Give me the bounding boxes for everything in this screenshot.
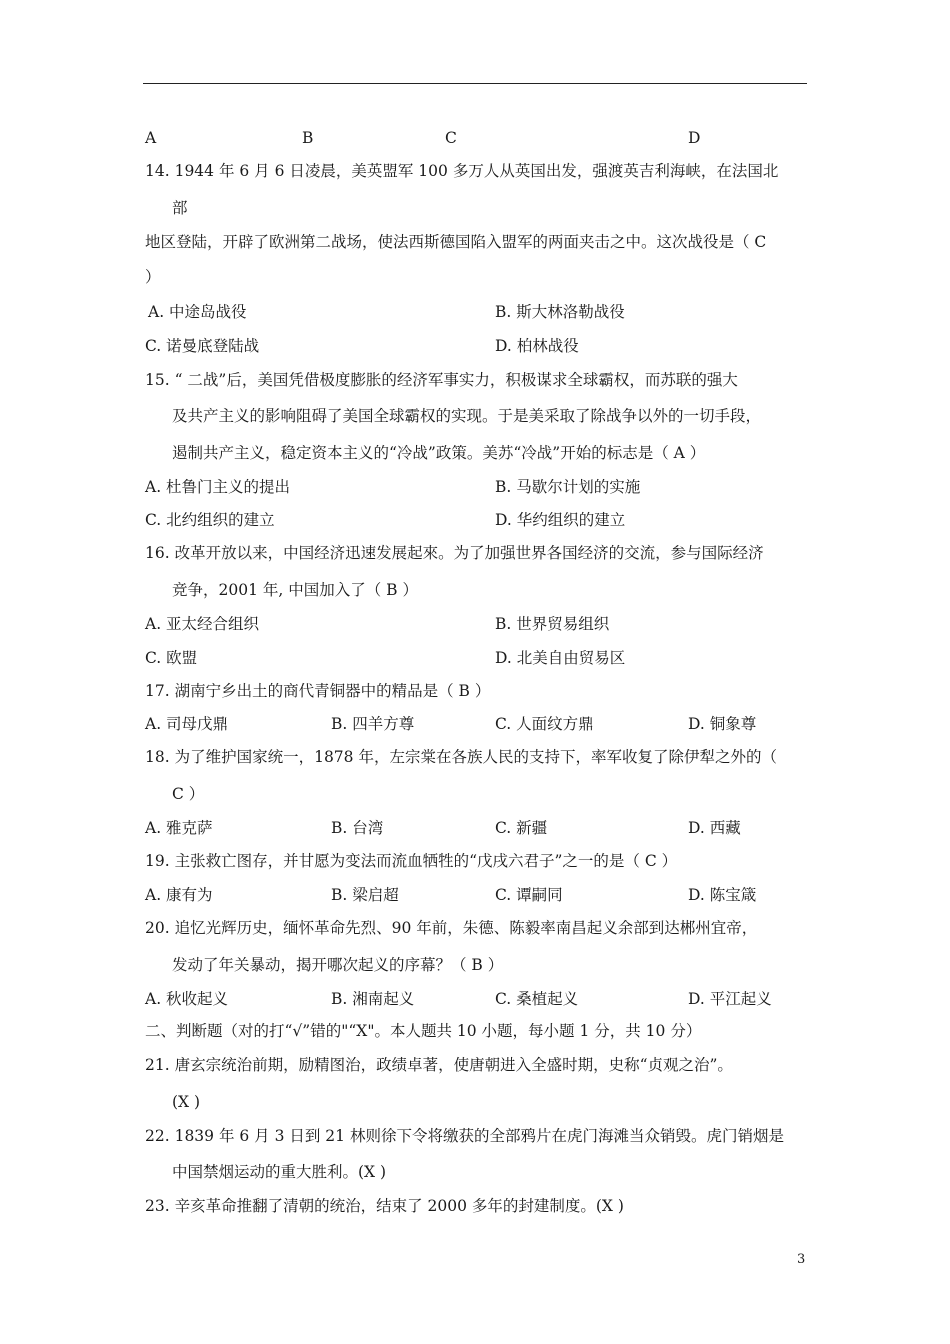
question-22-text: 中国禁烟运动的重大胜利。(X ) bbox=[172, 1163, 387, 1181]
question-19-option-a: A. 康有为 bbox=[145, 886, 213, 904]
question-15-text: 遏制共产主义，稳定资本主义的“冷战”政策。美苏“冷战”开始的标志是（ A ） bbox=[172, 444, 706, 462]
section-heading: 二、判断题（对的打“√”错的"“X"。本人题共 10 小题，每小题 1 分，共 10 分） bbox=[145, 1022, 702, 1040]
question-15-text: 及共产主义的影响阻碍了美国全球霸权的实现。于是美采取了除战争以外的一切手段， bbox=[172, 407, 762, 425]
page-number: 3 bbox=[797, 1252, 806, 1267]
question-14-option-a: A. 中途岛战役 bbox=[148, 303, 247, 321]
question-15-option-d: D. 华约组织的建立 bbox=[495, 511, 626, 529]
question-16-text: 竞争，2001 年, 中国加入了（ B ） bbox=[172, 581, 418, 599]
question-20-option-b: B. 湘南起义 bbox=[331, 990, 415, 1008]
question-15-option-b: B. 马歇尔计划的实施 bbox=[495, 478, 641, 496]
question-14-text: 部 bbox=[172, 199, 188, 217]
question-22-text: 22. 1839 年 6 月 3 日到 21 林则徐下令将缴获的全部鸦片在虎门海滩当众销毁。虎门销烟是 bbox=[145, 1127, 784, 1145]
question-14-text: 14. 1944 年 6 月 6 日凌晨，美英盟军 100 多万人从英国出发，强渡英吉利海峡，在法国北 bbox=[145, 162, 779, 180]
question-19-option-b: B. 梁启超 bbox=[331, 886, 399, 904]
question-16-option-c: C. 欧盟 bbox=[145, 649, 198, 667]
question-17-option-a: A. 司母戊鼎 bbox=[145, 715, 229, 733]
question-17-option-c: C. 人面纹方鼎 bbox=[495, 715, 594, 733]
question-16-text: 16. 改革开放以来，中国经济迅速发展起來。为了加强世界各国经济的交流，参与国际经济 bbox=[145, 544, 764, 562]
question-19-option-c: C. 谭嗣同 bbox=[495, 886, 563, 904]
question-18-option-b: B. 台湾 bbox=[331, 819, 384, 837]
question-14-text: ） bbox=[145, 268, 161, 286]
question-17-option-d: D. 铜象尊 bbox=[688, 715, 757, 733]
question-21-answer: (X ) bbox=[172, 1093, 201, 1111]
option-c: C bbox=[445, 129, 457, 147]
question-18-text: 18. 为了维护国家统一，1878 年，左宗棠在各族人民的支持下，率军收复了除伊犁之外的（ bbox=[145, 748, 777, 766]
question-16-option-d: D. 北美自由贸易区 bbox=[495, 649, 626, 667]
question-17-option-b: B. 四羊方尊 bbox=[331, 715, 415, 733]
question-23-text: 23. 辛亥革命推翻了清朝的统治，结束了 2000 多年的封建制度。(X ) bbox=[145, 1197, 624, 1215]
question-14-option-b: B. 斯大林洛勒战役 bbox=[495, 303, 625, 321]
question-16-option-b: B. 世界贸易组织 bbox=[495, 615, 610, 633]
question-19-text: 19. 主张救亡图存，并甘愿为变法而流血牺牲的“戊戌六君子”之一的是（ C ） bbox=[145, 852, 678, 870]
question-15-text: 15. “ 二战”后，美国凭借极度膨胀的经济军事实力，积极谋求全球霸权，而苏联的强大 bbox=[145, 371, 738, 389]
question-18-option-a: A. 雅克萨 bbox=[145, 819, 213, 837]
question-14-option-d: D. 柏林战役 bbox=[495, 337, 579, 355]
question-15-option-c: C. 北约组织的建立 bbox=[145, 511, 275, 529]
question-20-text: 发动了年关暴动，揭开哪次起义的序幕？（ B ） bbox=[172, 956, 504, 974]
header-rule bbox=[143, 83, 807, 84]
option-a: A bbox=[145, 129, 157, 147]
question-17-text: 17. 湖南宁乡出土的商代青铜器中的精品是（ B ） bbox=[145, 682, 491, 700]
question-18-option-c: C. 新疆 bbox=[495, 819, 548, 837]
question-19-option-d: D. 陈宝箴 bbox=[688, 886, 757, 904]
question-15-option-a: A. 杜鲁门主义的提出 bbox=[145, 478, 291, 496]
option-d: D bbox=[688, 129, 701, 147]
question-16-option-a: A. 亚太经合组织 bbox=[145, 615, 260, 633]
question-20-text: 20. 追忆光辉历史，缅怀革命先烈、90 年前，朱德、陈毅率南昌起义余部到达郴州宜帝， bbox=[145, 919, 758, 937]
question-14-option-c: C. 诺曼底登陆战 bbox=[145, 337, 260, 355]
question-21-text: 21. 唐玄宗统治前期，励精图治，政绩卓著，使唐朝进入全盛时期，史称“贞观之治”。 bbox=[145, 1056, 733, 1074]
question-18-option-d: D. 西藏 bbox=[688, 819, 741, 837]
question-20-option-c: C. 桑植起义 bbox=[495, 990, 579, 1008]
question-14-text: 地区登陆，开辟了欧洲第二战场，使法西斯德国陷入盟军的两面夹击之中。这次战役是（ C bbox=[145, 233, 767, 251]
question-20-option-a: A. 秋收起义 bbox=[145, 990, 229, 1008]
question-18-text: C ） bbox=[172, 785, 205, 803]
question-20-option-d: D. 平江起义 bbox=[688, 990, 772, 1008]
option-b: B bbox=[302, 129, 314, 147]
